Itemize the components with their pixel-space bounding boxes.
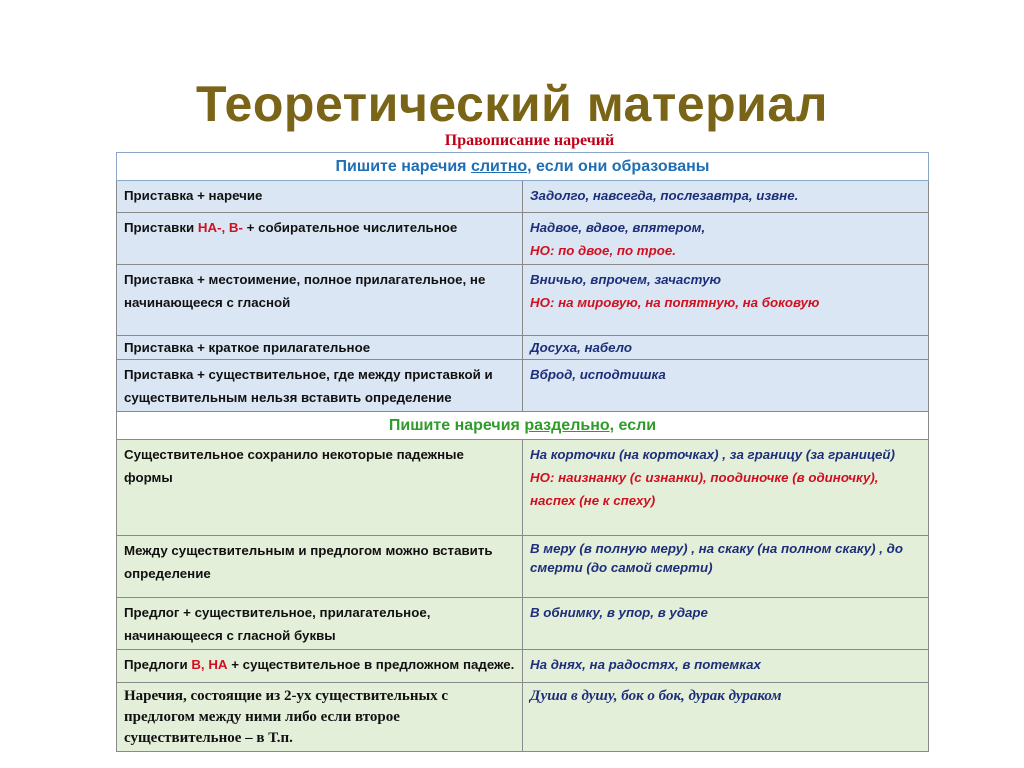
exception-note: НО: наизнанку (с изнанки), поодиночке (в одиночку), наспех (не к спеху): [530, 470, 879, 508]
example-cell: Душа в душу, бок о бок, дурак дураком: [523, 683, 929, 752]
rule-cell: Приставка + краткое прилагательное: [117, 336, 523, 360]
example-cell: На корточки (на корточках) , за границу (за границей) НО: наизнанку (с изнанки), поодиночке (в одиночку), наспех (не к спеху): [523, 440, 929, 536]
example-cell: Задолго, навсегда, послезавтра, извне.: [523, 181, 929, 213]
table-row: [117, 336, 929, 360]
example-cell: На днях, на радостях, в потемках: [523, 650, 929, 683]
rule-cell: Приставка + местоимение, полное прилагательное, не начинающееся с гласной: [117, 265, 523, 336]
section-header-separate: [117, 412, 929, 440]
section-header-cell: Пишите наречия слитно, если они образованы: [117, 153, 929, 181]
rule-cell: Существительное сохранило некоторые падежные формы: [117, 440, 523, 536]
table-row: [117, 536, 929, 598]
section-header-cell: Пишите наречия раздельно, если: [117, 412, 929, 440]
example-cell: Досуха, набело: [523, 336, 929, 360]
rule-cell: Приставка + существительное, где между приставкой и существительным нельзя вставить определение: [117, 360, 523, 412]
table-row: [117, 265, 929, 336]
example-cell: Вничью, впрочем, зачастую НО: на мировую, на попятную, на боковую: [523, 265, 929, 336]
keyword-together: слитно: [470, 158, 528, 175]
section-header-together: [117, 153, 929, 181]
spelling-rules-table: [116, 152, 929, 752]
table-row: [117, 650, 929, 683]
example-cell: Надвое, вдвое, впятером, НО: по двое, по трое.: [523, 213, 929, 265]
exception-note: НО: на мировую, на попятную, на боковую: [530, 295, 820, 310]
rule-cell: Приставки НА-, В- + собирательное числительное: [117, 213, 523, 265]
highlight-prefixes: НА-, В-: [197, 220, 243, 235]
highlight-prepositions: В, НА: [191, 657, 228, 672]
table-caption: Правописание наречий: [444, 132, 615, 149]
rule-cell: Предлоги В, НА + существительное в предложном падеже.: [117, 650, 523, 683]
example-cell: Вброд, исподтишка: [523, 360, 929, 412]
example-cell: В обнимку, в упор, в ударе: [523, 598, 929, 650]
exception-note: НО: по двое, по трое.: [530, 243, 676, 258]
table-row: [117, 181, 929, 213]
rule-cell: Приставка + наречие: [117, 181, 523, 213]
rule-cell: Между существительным и предлогом можно вставить определение: [117, 536, 523, 598]
table-row: [117, 683, 929, 752]
table-row: [117, 213, 929, 265]
table-row: [117, 598, 929, 650]
page-title: Теоретический материал: [196, 76, 828, 132]
rule-cell: Наречия, состоящие из 2-ух существительных с предлогом между ними либо если второе существительное – в Т.п.: [117, 683, 523, 752]
table-row: [117, 360, 929, 412]
keyword-separate: раздельно: [524, 417, 610, 434]
example-cell: В меру (в полную меру) , на скаку (на полном скаку) , до смерти (до самой смерти): [523, 536, 929, 598]
table-row: [117, 440, 929, 536]
rule-cell: Предлог + существительное, прилагательное, начинающееся с гласной буквы: [117, 598, 523, 650]
